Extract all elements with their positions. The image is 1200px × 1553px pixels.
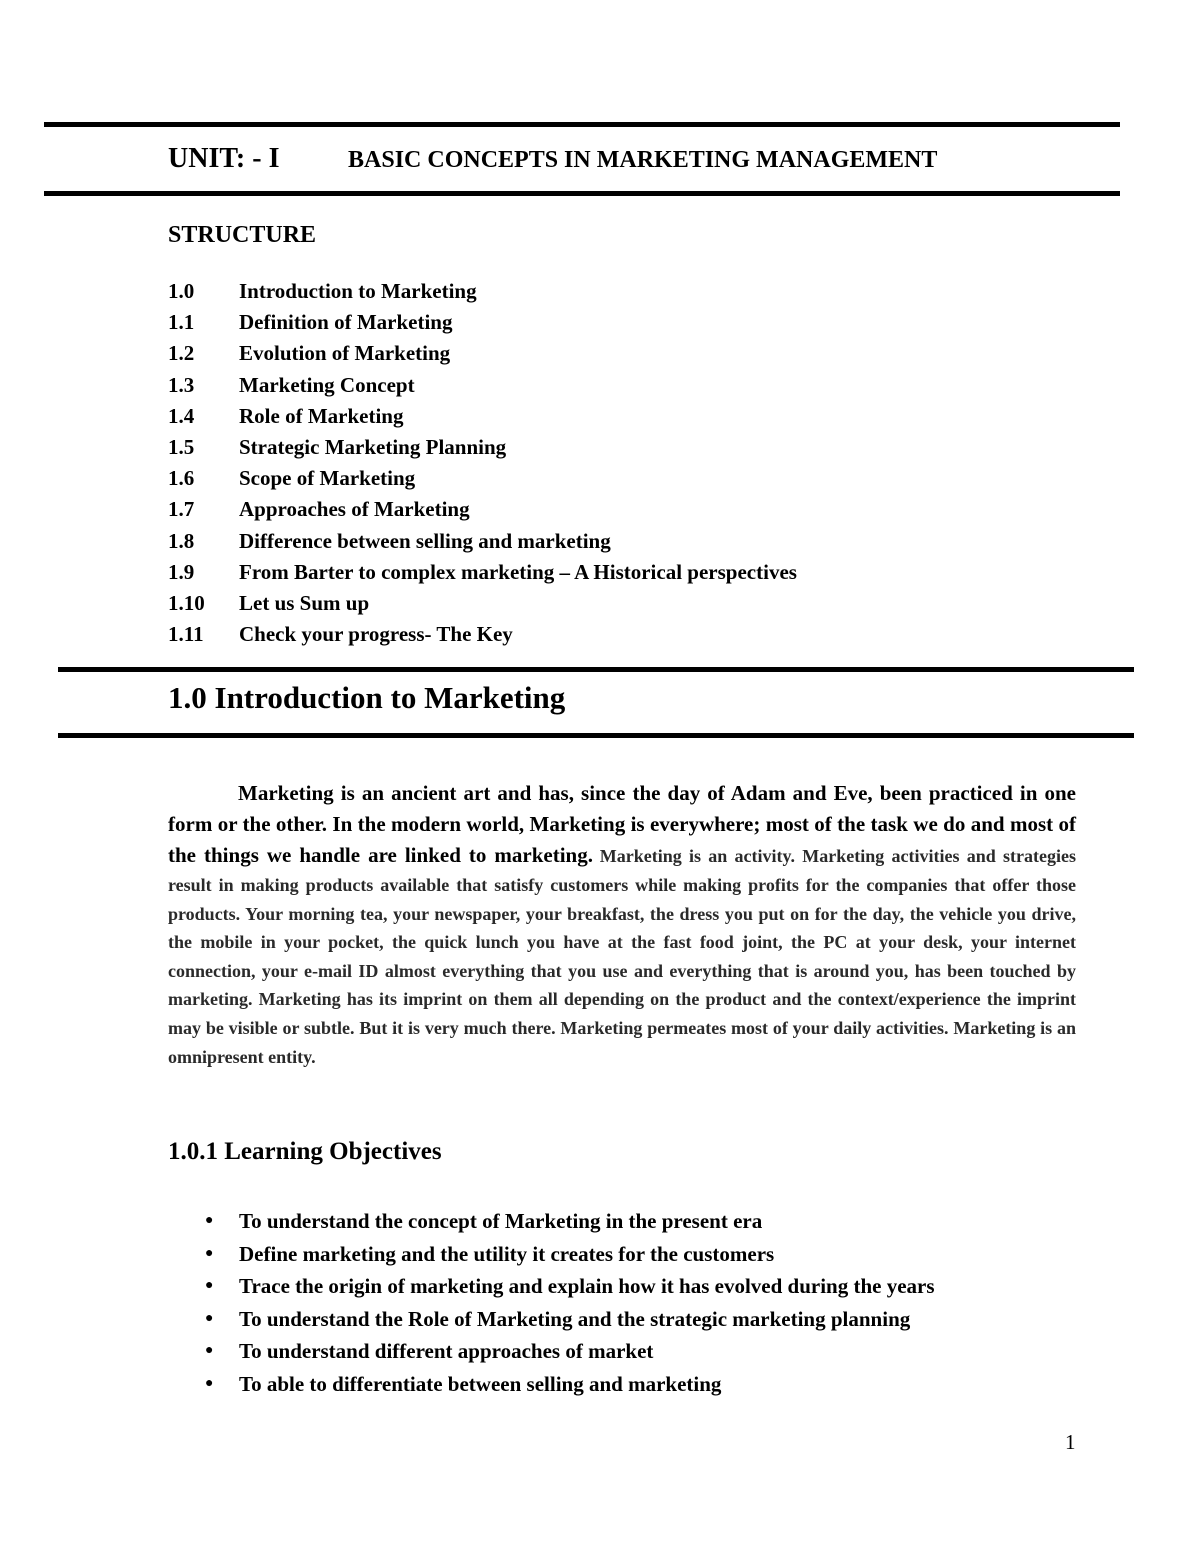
structure-item-label: Marketing Concept	[239, 372, 415, 397]
unit-heading	[168, 143, 937, 175]
objective-item	[168, 1368, 935, 1401]
bullet-icon: ●	[205, 1375, 214, 1391]
objective-text: To understand the Role of Marketing and the strategic marketing planning	[239, 1306, 911, 1331]
objective-item	[168, 1303, 935, 1336]
structure-title: STRUCTURE	[168, 222, 317, 248]
structure-item-number: 1.10	[168, 590, 205, 615]
structure-item-label: Strategic Marketing Planning	[239, 434, 507, 459]
structure-item	[168, 619, 797, 650]
structure-item	[168, 401, 797, 432]
bullet-icon: ●	[205, 1278, 214, 1294]
structure-item	[168, 338, 797, 369]
structure-list	[168, 276, 797, 650]
intro-top-rule	[58, 667, 1134, 672]
structure-item	[168, 557, 797, 588]
structure-item-number: 1.2	[168, 341, 195, 366]
structure-item-number: 1.11	[168, 622, 204, 647]
structure-item-number: 1.4	[168, 403, 195, 428]
structure-item-number: 1.5	[168, 434, 195, 459]
objective-text: Define marketing and the utility it creates for the customers	[239, 1241, 775, 1266]
structure-item-number: 1.3	[168, 372, 195, 397]
bullet-icon: ●	[205, 1343, 214, 1359]
unit-bottom-rule	[44, 191, 1120, 196]
intro-lead-text: Marketing is an ancient art and has, since the day of Adam and Eve, been practiced in one form or the other. In the modern world, Marketing is everywhere; most of the task we do and most of the things we handle are linked to marketing.	[168, 781, 1076, 867]
structure-item-number: 1.0	[168, 279, 195, 303]
structure-item	[168, 494, 797, 525]
objective-text: Trace the origin of marketing and explain how it has evolved during the years	[239, 1274, 935, 1299]
top-rule	[44, 122, 1120, 127]
bullet-icon: ●	[205, 1310, 214, 1326]
unit-title: BASIC CONCEPTS IN MARKETING MANAGEMENT	[348, 147, 938, 173]
objectives-list	[168, 1205, 935, 1401]
objective-item	[168, 1238, 935, 1271]
objective-text: To able to differentiate between selling and marketing	[239, 1371, 722, 1396]
structure-item-label: Approaches of Marketing	[239, 497, 470, 522]
intro-heading: 1.0 Introduction to Marketing	[168, 680, 566, 715]
objectives-heading: 1.0.1 Learning Objectives	[168, 1138, 442, 1165]
structure-item-number: 1.7	[168, 497, 195, 522]
structure-item-label: Let us Sum up	[239, 590, 370, 615]
unit-label: UNIT: - I	[168, 143, 280, 174]
structure-item	[168, 432, 797, 463]
structure-item-label: Introduction to Marketing	[239, 279, 477, 303]
structure-item	[168, 276, 797, 307]
objective-text: To understand the concept of Marketing in the present era	[239, 1209, 763, 1233]
intro-bottom-rule	[58, 733, 1134, 738]
objective-item	[168, 1205, 935, 1238]
structure-item-label: Difference between selling and marketing	[239, 528, 611, 553]
intro-paragraph	[168, 778, 1076, 1071]
structure-item-label: Role of Marketing	[239, 403, 404, 428]
structure-item-number: 1.8	[168, 528, 195, 553]
page-number: 1	[1065, 1430, 1076, 1454]
objective-item	[168, 1335, 935, 1368]
structure-item-number: 1.9	[168, 559, 195, 584]
structure-item-label: Check your progress- The Key	[239, 622, 513, 647]
structure-item-label: Evolution of Marketing	[239, 341, 451, 366]
intro-body-text: Marketing is an activity. Marketing activities and strategies result in making products available that satisfy customers while making profits for the companies that offer those products. Your morning tea, your newspaper, your breakfast, the dress you put on for the day, the vehicle you drive, the mobile in your pocket, the quick lunch you have at the fast food joint, the PC at your desk, your internet connection, your e-mail ID almost everything that you use and everything that is around you, has been touched by marketing. Marketing has its imprint on them all depending on the product and the context/experience the imprint may be visible or subtle. But it is very much there. Marketing permeates most of your daily activities. Marketing is an omnipresent entity.	[168, 846, 1076, 1067]
bullet-icon: ●	[205, 1213, 214, 1228]
structure-item-number: 1.1	[168, 310, 195, 335]
objective-text: To understand different approaches of market	[239, 1339, 654, 1364]
structure-item-label: Definition of Marketing	[239, 310, 453, 335]
structure-item	[168, 526, 797, 557]
structure-item	[168, 307, 797, 338]
structure-item-number: 1.6	[168, 466, 195, 491]
structure-item	[168, 370, 797, 401]
bullet-icon: ●	[205, 1245, 214, 1261]
objective-item	[168, 1270, 935, 1303]
structure-item	[168, 463, 797, 494]
structure-item-label: Scope of Marketing	[239, 466, 416, 491]
structure-item-label: From Barter to complex marketing – A Historical perspectives	[239, 559, 797, 584]
structure-item	[168, 588, 797, 619]
